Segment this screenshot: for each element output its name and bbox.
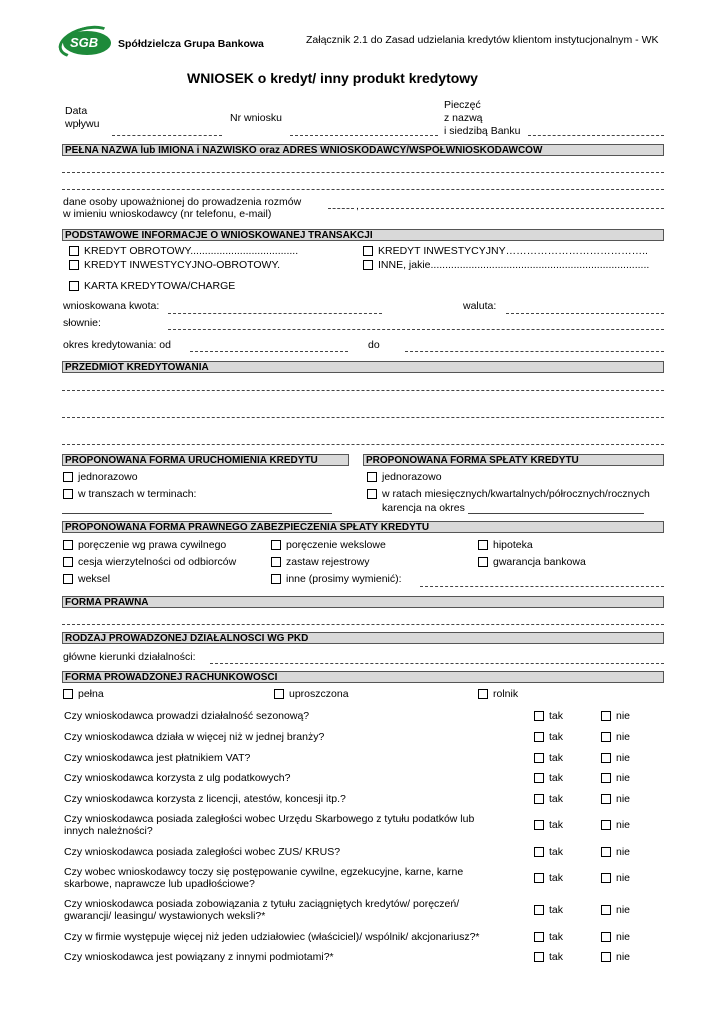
section-activity: RODZAJ PROWADZONEJ DZIAŁALNOŚCI WG PKD <box>62 632 664 644</box>
stamp-label-1: Pieczęć <box>444 99 481 111</box>
no-label: nie <box>616 846 631 858</box>
kredyt-inwestycyjny-label: KREDYT INWESTYCYJNY………………………………….. <box>378 245 648 257</box>
hipoteka-label: hipoteka <box>493 539 533 551</box>
question-text: Czy w firmie występuje więcej niż jeden udziałowiec (właściciel)/ wspólnik/ akcjonariusz?* <box>64 931 480 943</box>
no-label: nie <box>616 872 631 884</box>
authorized-sep: , <box>356 200 359 212</box>
weksel-label: weksel <box>78 573 111 585</box>
slownie-field[interactable] <box>168 329 664 330</box>
cesja-label: cesja wierzytelności od odbiorców <box>78 556 237 568</box>
waluta-field[interactable] <box>506 313 664 314</box>
subject-line-3[interactable] <box>62 444 664 445</box>
authorized-field-2[interactable] <box>361 208 664 209</box>
gwarancja-checkbox[interactable] <box>478 557 488 567</box>
rolnik-label: rolnik <box>493 688 519 700</box>
q1-yes-checkbox[interactable] <box>534 711 544 721</box>
karencja-field[interactable] <box>468 513 644 514</box>
inne-checkbox[interactable] <box>363 260 373 270</box>
q3-no-checkbox[interactable] <box>601 753 611 763</box>
gwarancja-label: gwarancja bankowa <box>493 556 586 568</box>
slownie-label: słownie: <box>63 317 101 329</box>
name-line-2[interactable] <box>62 189 664 190</box>
legal-form-field[interactable] <box>62 624 664 625</box>
okres-label: okres kredytowania: od <box>63 339 171 351</box>
q10-yes-checkbox[interactable] <box>534 932 544 942</box>
kredyt-obrotowy-checkbox[interactable] <box>69 246 79 256</box>
karta-checkbox[interactable] <box>69 281 79 291</box>
rolnik-checkbox[interactable] <box>478 689 488 699</box>
zastaw-label: zastaw rejestrowy <box>286 556 370 568</box>
q9-yes-checkbox[interactable] <box>534 905 544 915</box>
no-label: nie <box>616 710 631 722</box>
yes-label: tak <box>549 731 564 743</box>
yes-label: tak <box>549 931 564 943</box>
activity-field[interactable] <box>210 663 664 664</box>
question-text: Czy wnioskodawca jest powiązany z innymi podmiotami?* <box>64 951 334 963</box>
yes-label: tak <box>549 793 564 805</box>
q2-no-checkbox[interactable] <box>601 732 611 742</box>
launch-transze-label: w transzach w terminach: <box>78 488 197 500</box>
question-text: Czy wnioskodawca posiada zobowiązania z tytułu zaciągniętych kredytów/ poręczeń/ gwarancji/ leasingu/ wystawionych weksli?* <box>64 898 460 922</box>
q11-yes-checkbox[interactable] <box>534 952 544 962</box>
q5-yes-checkbox[interactable] <box>534 794 544 804</box>
inne-label: INNE, jakie........................................................................... <box>378 259 650 271</box>
no-label: nie <box>616 752 631 764</box>
pelna-label: pełna <box>78 688 104 700</box>
kredyt-inwestycyjno-label: KREDYT INWESTYCYJNO-OBROTOWY. <box>84 259 281 271</box>
section-basic-info: PODSTAWOWE INFORMACJE O WNIOSKOWANEJ TRANSAKCJI <box>62 229 664 241</box>
q5-no-checkbox[interactable] <box>601 794 611 804</box>
wekslowe-label: poręczenie wekslowe <box>286 539 386 551</box>
kredyt-obrotowy-label: KREDYT OBROTOWY..................................... <box>84 245 299 257</box>
annex-note: Załącznik 2.1 do Zasad udzielania kredytów klientom instytucjonalnym - WK <box>306 34 659 46</box>
q8-yes-checkbox[interactable] <box>534 873 544 883</box>
wplywu-label: wpływu <box>65 118 100 130</box>
q9-no-checkbox[interactable] <box>601 905 611 915</box>
q11-no-checkbox[interactable] <box>601 952 611 962</box>
repay-jednorazowo-label: jednorazowo <box>382 471 442 483</box>
logo-text: SGB <box>70 35 99 50</box>
authorized-field-1[interactable] <box>328 208 354 209</box>
okres-od-field[interactable] <box>190 351 348 352</box>
collateral-inne-field[interactable] <box>420 586 664 587</box>
poreczenie-checkbox[interactable] <box>63 540 73 550</box>
yes-label: tak <box>549 819 564 831</box>
no-label: nie <box>616 904 631 916</box>
no-label: nie <box>616 772 631 784</box>
q10-no-checkbox[interactable] <box>601 932 611 942</box>
waluta-label: waluta: <box>463 300 497 312</box>
authorized-label-2: w imieniu wnioskodawcy (nr telefonu, e-mail) <box>63 208 272 220</box>
no-label: nie <box>616 819 631 831</box>
subject-line-1[interactable] <box>62 390 664 391</box>
page-title: WNIOSEK o kredyt/ inny produkt kredytowy <box>187 70 478 86</box>
q4-no-checkbox[interactable] <box>601 773 611 783</box>
wekslowe-checkbox[interactable] <box>271 540 281 550</box>
yes-label: tak <box>549 710 564 722</box>
uproszczona-label: uproszczona <box>289 688 349 700</box>
authorized-label-1: dane osoby upoważnionej do prowadzenia rozmów <box>63 196 302 208</box>
section-repay: PROPONOWANA FORMA SPŁATY KREDYTU <box>363 454 664 466</box>
cesja-checkbox[interactable] <box>63 557 73 567</box>
activity-label: główne kierunki działalności: <box>63 651 196 663</box>
nr-field[interactable] <box>290 135 438 136</box>
no-label: nie <box>616 931 631 943</box>
launch-jednorazowo-checkbox[interactable] <box>63 472 73 482</box>
name-line-1[interactable] <box>62 172 664 173</box>
no-label: nie <box>616 951 631 963</box>
weksel-checkbox[interactable] <box>63 574 73 584</box>
repay-jednorazowo-checkbox[interactable] <box>367 472 377 482</box>
brand-name: Spółdzielcza Grupa Bankowa <box>118 38 264 50</box>
question-text: Czy wnioskodawca korzysta z licencji, atestów, koncesji itp.? <box>64 793 346 805</box>
karta-label: KARTA KREDYTOWA/CHARGE <box>84 280 236 292</box>
stamp-field[interactable] <box>528 135 664 136</box>
date-field[interactable] <box>112 135 222 136</box>
yes-label: tak <box>549 752 564 764</box>
no-label: nie <box>616 731 631 743</box>
launch-jednorazowo-label: jednorazowo <box>78 471 138 483</box>
q6-yes-checkbox[interactable] <box>534 820 544 830</box>
repay-raty-checkbox[interactable] <box>367 489 377 499</box>
collateral-inne-label: inne (prosimy wymienić): <box>286 573 402 585</box>
section-subject: PRZEDMIOT KREDYTOWANIA <box>62 361 664 373</box>
kwota-label: wnioskowana kwota: <box>63 300 160 312</box>
okres-do-field[interactable] <box>405 351 664 352</box>
poreczenie-label: poręczenie wg prawa cywilnego <box>78 539 227 551</box>
launch-transze-checkbox[interactable] <box>63 489 73 499</box>
q2-yes-checkbox[interactable] <box>534 732 544 742</box>
transze-field[interactable] <box>62 513 332 514</box>
yes-label: tak <box>549 846 564 858</box>
collateral-inne-checkbox[interactable] <box>271 574 281 584</box>
no-label: nie <box>616 793 631 805</box>
yes-label: tak <box>549 872 564 884</box>
zastaw-checkbox[interactable] <box>271 557 281 567</box>
question-text: Czy wnioskodawca korzysta z ulg podatkowych? <box>64 772 291 784</box>
question-text: Czy wnioskodawca jest płatnikiem VAT? <box>64 752 251 764</box>
q6-no-checkbox[interactable] <box>601 820 611 830</box>
question-text: Czy wnioskodawca prowadzi działalność sezonową? <box>64 710 310 722</box>
uproszczona-checkbox[interactable] <box>274 689 284 699</box>
q7-no-checkbox[interactable] <box>601 847 611 857</box>
q4-yes-checkbox[interactable] <box>534 773 544 783</box>
stamp-label-2: z nazwą <box>444 112 483 124</box>
question-text: Czy wnioskodawca działa w więcej niż w jednej branży? <box>64 731 325 743</box>
q1-no-checkbox[interactable] <box>601 711 611 721</box>
data-label: Data <box>65 105 88 117</box>
section-name-address: PEŁNA NAZWA lub IMIONA i NAZWISKO oraz ADRES WNIOSKODAWCY/WSPÓŁWNIOSKODAWCÓW <box>62 144 664 156</box>
yes-label: tak <box>549 904 564 916</box>
okres-do-label: do <box>368 339 380 351</box>
section-accounting: FORMA PROWADZONEJ RACHUNKOWOŚCI <box>62 671 664 683</box>
subject-line-2[interactable] <box>62 417 664 418</box>
repay-raty-label: w ratach miesięcznych/kwartalnych/półrocznych/rocznych <box>382 488 650 500</box>
section-collateral: PROPONOWANA FORMA PRAWNEGO ZABEZPIECZENIA SPŁATY KREDYTU <box>62 521 664 533</box>
kwota-field[interactable] <box>168 313 382 314</box>
question-text: Czy wnioskodawca posiada zaległości wobec Urzędu Skarbowego z tytułu podatków lub innych należności? <box>64 813 475 837</box>
nr-label: Nr wniosku <box>230 112 282 124</box>
question-text: Czy wobec wnioskodawcy toczy się postępowanie cywilne, egzekucyjne, karne, karne skarbowe, naprawcze lub upadłościowe? <box>64 866 464 890</box>
q3-yes-checkbox[interactable] <box>534 753 544 763</box>
pelna-checkbox[interactable] <box>63 689 73 699</box>
karencja-label: karencja na okres <box>382 502 465 514</box>
yes-label: tak <box>549 772 564 784</box>
q8-no-checkbox[interactable] <box>601 873 611 883</box>
hipoteka-checkbox[interactable] <box>478 540 488 550</box>
kredyt-inwestycyjno-checkbox[interactable] <box>69 260 79 270</box>
section-launch: PROPONOWANA FORMA URUCHOMIENIA KREDYTU <box>62 454 349 466</box>
yes-label: tak <box>549 951 564 963</box>
q7-yes-checkbox[interactable] <box>534 847 544 857</box>
section-legal-form: FORMA PRAWNA <box>62 596 664 608</box>
stamp-label-3: i siedzibą Banku <box>444 125 521 137</box>
question-text: Czy wnioskodawca posiada zaległości wobec ZUS/ KRUS? <box>64 846 341 858</box>
kredyt-inwestycyjny-checkbox[interactable] <box>363 246 373 256</box>
